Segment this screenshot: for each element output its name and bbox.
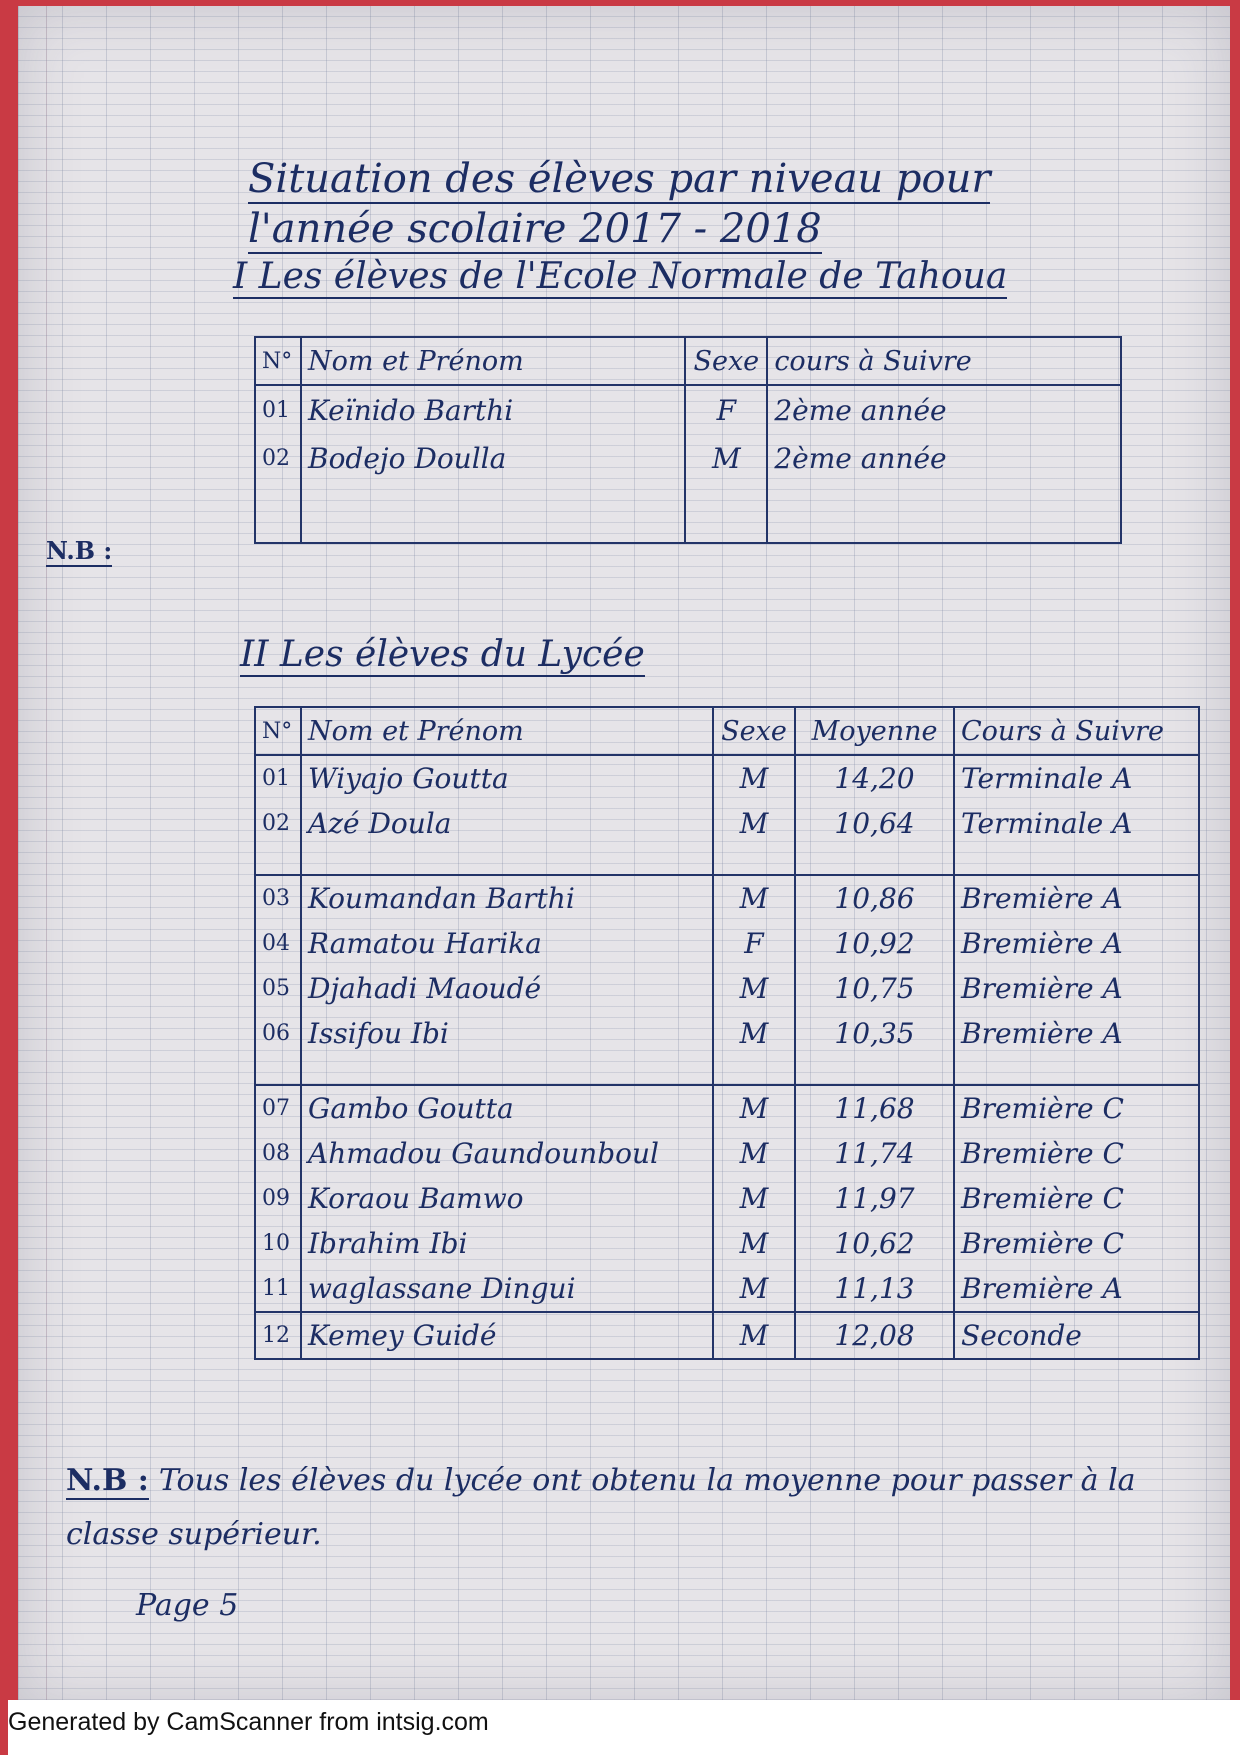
cell-nom: Koumandan Barthi — [301, 875, 713, 921]
cell-empty — [713, 1056, 795, 1085]
table-header-row — [255, 337, 1121, 385]
cell-no: 01 — [255, 385, 301, 434]
cell-cours: Bremière C — [954, 1221, 1199, 1266]
header-cours: cours à Suivre — [767, 337, 1121, 385]
cell-cours: Seconde — [954, 1312, 1199, 1359]
cell-empty — [713, 846, 795, 875]
cell-cours: Terminale A — [954, 755, 1199, 801]
cell-cours: Bremière A — [954, 875, 1199, 921]
cell-sexe: M — [713, 966, 795, 1011]
cell-moyenne: 11,68 — [795, 1085, 954, 1131]
cell-empty — [301, 846, 713, 875]
cell-empty — [255, 482, 301, 543]
table-header-row — [255, 707, 1199, 755]
header-no: N° — [255, 707, 301, 755]
cell-cours: Bremière C — [954, 1131, 1199, 1176]
cell-sexe: M — [685, 434, 767, 482]
cell-nom: Djahadi Maoudé — [301, 966, 713, 1011]
cell-no: 05 — [255, 966, 301, 1011]
cell-moyenne: 10,64 — [795, 801, 954, 846]
table-row — [255, 1085, 1199, 1131]
cell-cours: Bremière A — [954, 921, 1199, 966]
cell-sexe: M — [713, 1085, 795, 1131]
cell-sexe: F — [685, 385, 767, 434]
cell-no: 04 — [255, 921, 301, 966]
cell-sexe: M — [713, 755, 795, 801]
table-row-spacer — [255, 846, 1199, 875]
cell-nom: Ahmadou Gaundounboul — [301, 1131, 713, 1176]
cell-empty — [954, 846, 1199, 875]
cell-no: 11 — [255, 1266, 301, 1312]
cell-sexe: M — [713, 1266, 795, 1312]
header-sexe: Sexe — [713, 707, 795, 755]
cell-moyenne: 10,62 — [795, 1221, 954, 1266]
cell-nom: Kemey Guidé — [301, 1312, 713, 1359]
table-row — [255, 1176, 1199, 1221]
cell-empty — [301, 482, 685, 543]
header-cours: Cours à Suivre — [954, 707, 1199, 755]
margin-line — [46, 6, 47, 1706]
title-line-1: Situation des élèves par niveau pour — [248, 156, 991, 202]
cell-empty — [954, 1056, 1199, 1085]
cell-empty — [767, 482, 1121, 543]
lycee-table — [254, 706, 1200, 1360]
cell-empty — [301, 1056, 713, 1085]
header-nom: Nom et Prénom — [301, 337, 685, 385]
cell-moyenne: 12,08 — [795, 1312, 954, 1359]
cell-empty — [255, 1056, 301, 1085]
cell-empty — [685, 482, 767, 543]
table-row — [255, 921, 1199, 966]
cell-no: 08 — [255, 1131, 301, 1176]
cell-sexe: M — [713, 801, 795, 846]
table-row — [255, 1011, 1199, 1056]
cell-nom: Wiyajo Goutta — [301, 755, 713, 801]
table-row — [255, 1221, 1199, 1266]
cell-cours: Bremière A — [954, 966, 1199, 1011]
table-row — [255, 966, 1199, 1011]
cell-cours: Bremière A — [954, 1266, 1199, 1312]
section1-heading: I Les élèves de l'Ecole Normale de Tahoua — [233, 256, 1008, 297]
cell-moyenne: 10,92 — [795, 921, 954, 966]
cell-sexe: F — [713, 921, 795, 966]
cell-no: 12 — [255, 1312, 301, 1359]
table-row — [255, 1131, 1199, 1176]
cell-cours: Terminale A — [954, 801, 1199, 846]
nb-note-1: N.B : — [46, 536, 113, 565]
cell-nom: Ibrahim Ibi — [301, 1221, 713, 1266]
cell-moyenne: 10,35 — [795, 1011, 954, 1056]
cell-empty — [255, 846, 301, 875]
cell-moyenne: 11,97 — [795, 1176, 954, 1221]
cell-no: 02 — [255, 434, 301, 482]
table-row — [255, 1312, 1199, 1359]
table-row — [255, 1266, 1199, 1312]
cell-moyenne: 10,75 — [795, 966, 954, 1011]
table-row — [255, 875, 1199, 921]
cell-empty — [795, 846, 954, 875]
title-line-2: l'année scolaire 2017 - 2018 — [248, 206, 822, 252]
cell-sexe: M — [713, 1131, 795, 1176]
table-row — [255, 801, 1199, 846]
cell-sexe: M — [713, 1176, 795, 1221]
cell-moyenne: 10,86 — [795, 875, 954, 921]
cell-nom: Ramatou Harika — [301, 921, 713, 966]
header-sexe: Sexe — [685, 337, 767, 385]
cell-empty — [795, 1056, 954, 1085]
table-row — [255, 755, 1199, 801]
cell-cours: 2ème année — [767, 385, 1121, 434]
scanner-footer: Generated by CamScanner from intsig.com — [8, 1700, 1240, 1755]
cell-no: 10 — [255, 1221, 301, 1266]
cell-nom: Bodejo Doulla — [301, 434, 685, 482]
nb-note-2 — [66, 1454, 1176, 1562]
cell-no: 09 — [255, 1176, 301, 1221]
cell-nom: Koraou Bamwo — [301, 1176, 713, 1221]
nb-text: Tous les élèves du lycée ont obtenu la moyenne pour passer à la classe supérieur. — [66, 1463, 1136, 1552]
cell-no: 07 — [255, 1085, 301, 1131]
cell-cours: Bremière C — [954, 1085, 1199, 1131]
cell-no: 01 — [255, 755, 301, 801]
cell-moyenne: 11,13 — [795, 1266, 954, 1312]
cell-nom: Keïnido Barthi — [301, 385, 685, 434]
cell-sexe: M — [713, 1221, 795, 1266]
ecole-normale-table — [254, 336, 1122, 544]
header-moyenne: Moyenne — [795, 707, 954, 755]
cell-sexe: M — [713, 875, 795, 921]
cell-cours: Bremière A — [954, 1011, 1199, 1056]
cell-no: 06 — [255, 1011, 301, 1056]
table-row — [255, 434, 1121, 482]
cell-nom: waglassane Dingui — [301, 1266, 713, 1312]
cell-nom: Azé Doula — [301, 801, 713, 846]
table-row-empty — [255, 482, 1121, 543]
table-row-spacer — [255, 1056, 1199, 1085]
section2-heading: II Les élèves du Lycée — [240, 634, 645, 675]
table-row — [255, 385, 1121, 434]
cell-sexe: M — [713, 1011, 795, 1056]
cell-nom: Issifou Ibi — [301, 1011, 713, 1056]
cell-no: 03 — [255, 875, 301, 921]
header-nom: Nom et Prénom — [301, 707, 713, 755]
cell-cours: 2ème année — [767, 434, 1121, 482]
cell-cours: Bremière C — [954, 1176, 1199, 1221]
cell-no: 02 — [255, 801, 301, 846]
notebook-page — [18, 6, 1230, 1706]
page-number: Page 5 — [136, 1588, 239, 1623]
nb-label: N.B : — [66, 1463, 149, 1498]
cell-moyenne: 14,20 — [795, 755, 954, 801]
cell-sexe: M — [713, 1312, 795, 1359]
cell-nom: Gambo Goutta — [301, 1085, 713, 1131]
header-no: N° — [255, 337, 301, 385]
cell-moyenne: 11,74 — [795, 1131, 954, 1176]
